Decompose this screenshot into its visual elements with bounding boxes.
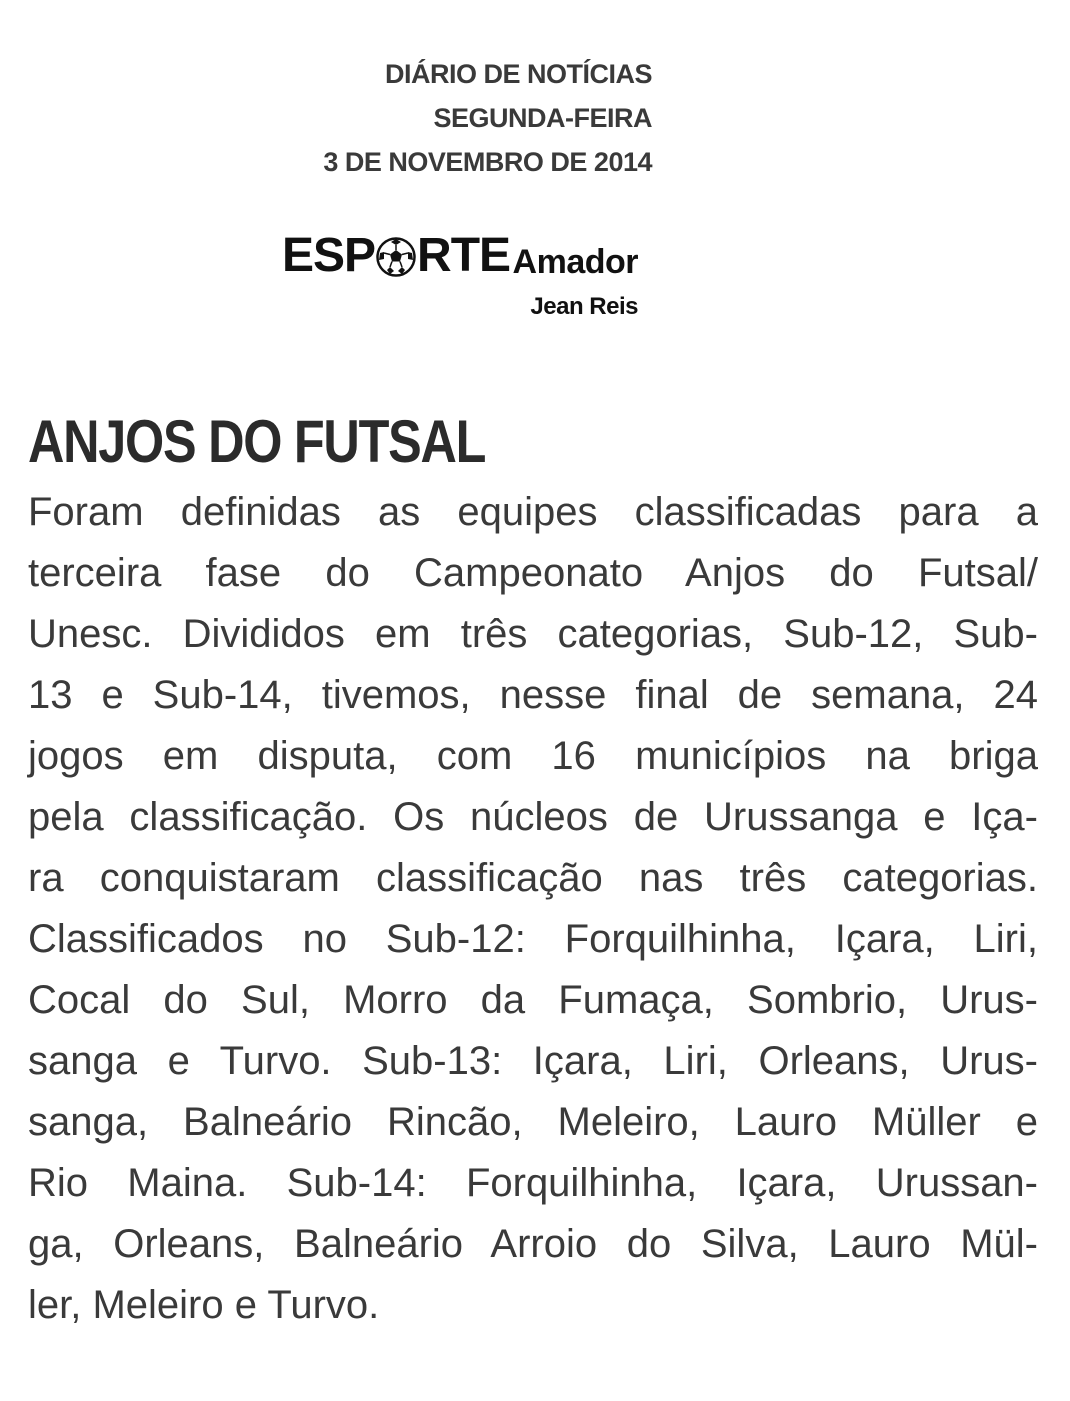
article-headline: ANJOS DO FUTSAL [28,408,486,475]
article-line: Cocal do Sul, Morro da Fumaça, Sombrio, Urus- [28,978,1038,1022]
logo-suffix: Amador [512,243,638,281]
article-line: sanga e Turvo. Sub-13: Içara, Liri, Orleans, Urus- [28,1039,1038,1083]
article-line: Classificados no Sub-12: Forquilhinha, Içara, Liri, [28,917,1038,961]
article-line: jogos em disputa, com 16 municípios na briga [28,734,1038,778]
publication-date: 3 DE NOVEMBRO DE 2014 [323,147,652,177]
article-line: terceira fase do Campeonato Anjos do Futsal/ [28,551,1038,595]
article-line: Rio Maina. Sub-14: Forquilhinha, Içara, Urussan- [28,1161,1038,1205]
author-name: Jean Reis [530,293,638,320]
newspaper-name: DIÁRIO DE NOTÍCIAS [384,59,652,89]
article-body [28,482,1038,1336]
article-line: Foram definidas as equipes classificadas para a [28,490,1038,534]
article-line: ra conquistaram classificação nas três categorias. [28,856,1038,900]
logo-text-left: ESP [282,229,376,282]
article-line: Unesc. Divididos em três categorias, Sub-12, Sub- [28,612,1038,656]
masthead [0,52,652,184]
logo-text-right: RTE [417,229,511,282]
article-line: sanga, Balneário Rincão, Meleiro, Lauro Müller e [28,1100,1038,1144]
column-logo [282,230,638,290]
publication-weekday: SEGUNDA-FEIRA [433,103,652,133]
article-line: ler, Meleiro e Turvo. [28,1283,380,1327]
soccer-ball-icon [376,237,416,277]
article-line: 13 e Sub-14, tivemos, nesse final de semana, 24 [28,673,1038,717]
article-line: ga, Orleans, Balneário Arroio do Silva, Lauro Mül- [28,1222,1038,1266]
logo-wordmark [282,230,510,282]
article-line: pela classificação. Os núcleos de Urussanga e Iça- [28,795,1038,839]
